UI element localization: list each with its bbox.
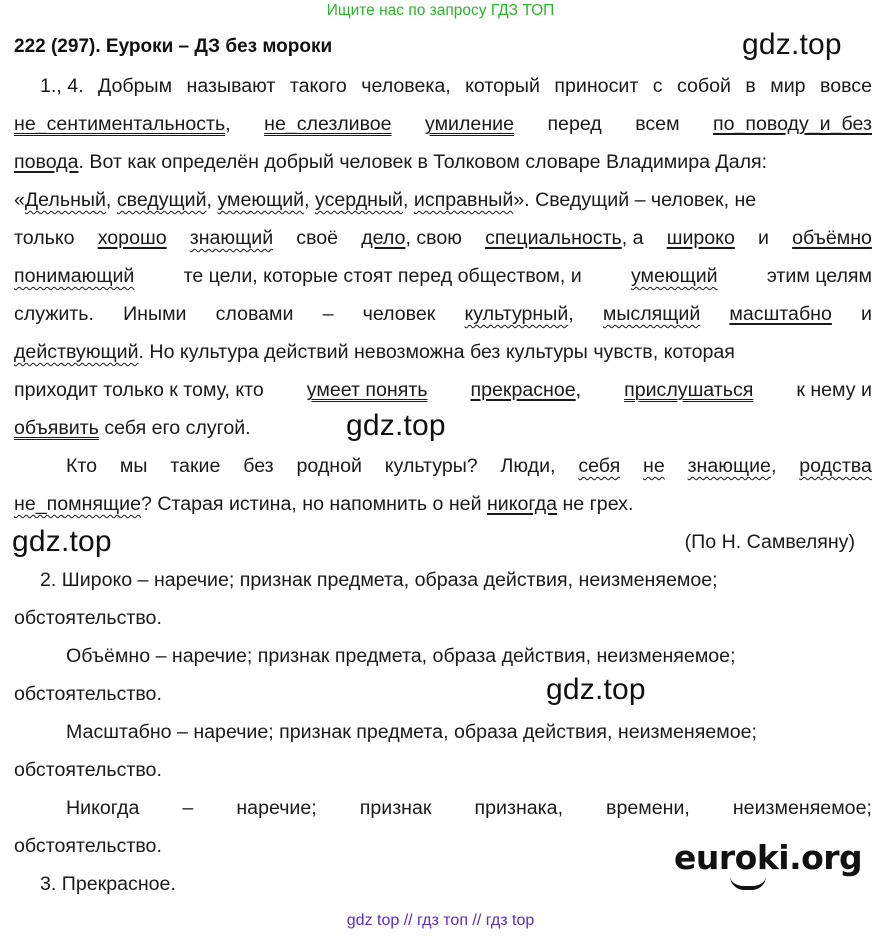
word-attribute: мыслящий — [602, 303, 701, 325]
word-object: специальность — [485, 227, 622, 249]
word: всем — [635, 113, 680, 135]
word: называют — [186, 75, 276, 97]
word: собой — [676, 75, 731, 97]
word-attribute: действующий — [14, 341, 139, 363]
phrase: те цели, которые стоят перед обществом, и — [183, 265, 582, 287]
word: времени, — [606, 797, 690, 819]
word-predicate: умеет понять — [306, 379, 428, 401]
answer-line: 3. Прекрасное. — [40, 873, 176, 895]
word-attribute: себя — [578, 455, 621, 477]
text-line — [14, 264, 872, 288]
phrase: Вот как определён добрый человек в Толковом словаре Владимира Даля: — [89, 151, 768, 173]
punct: , — [770, 455, 777, 477]
word: и — [861, 303, 872, 325]
phrase: себя его слугой. — [104, 417, 251, 439]
word-subject: умиление — [425, 113, 514, 135]
word-attribute: понимающий — [14, 265, 135, 287]
word-attribute: усердный — [315, 189, 403, 211]
word: такие — [170, 455, 221, 477]
word-attribute: умеющий — [630, 265, 718, 287]
word: в — [745, 75, 756, 97]
text-line — [14, 492, 872, 516]
word: – — [322, 303, 334, 325]
word: приносит — [554, 75, 639, 97]
phrase: . Но культура действий невозможна без культуры чувств, которая — [138, 341, 735, 363]
word-adverbial: масштабно — [729, 303, 832, 325]
phrase: приходит только к тому, кто — [14, 379, 264, 401]
euroki-logo: euroki.org — [674, 838, 863, 877]
word: с — [652, 75, 663, 97]
word: который — [465, 75, 540, 97]
search-banner: Ищите нас по запросу ГДЗ ТОП — [326, 2, 555, 19]
punct: . — [78, 151, 84, 173]
word: неизменяемое; — [732, 797, 872, 819]
punct: , — [568, 303, 574, 325]
word-adverbial: никогда — [486, 493, 558, 515]
phrase: этим целям — [766, 265, 872, 287]
word: , а — [621, 227, 644, 249]
watermark-top-right: gdz.top — [742, 28, 842, 61]
word-object: прекрасное — [470, 379, 576, 401]
punct: , — [105, 189, 112, 211]
word: мир — [770, 75, 806, 97]
word: служить. — [14, 303, 94, 325]
word: своё — [296, 227, 339, 249]
answer-line: обстоятельство. — [14, 759, 162, 781]
punct: , — [403, 189, 409, 211]
word-attribute: сведущий — [116, 189, 207, 211]
answer-line: обстоятельство. — [14, 835, 162, 857]
text-line — [14, 378, 872, 402]
phrase: к нему и — [796, 379, 872, 401]
word-attribute: умеющий — [217, 189, 305, 211]
word: наречие; — [236, 797, 317, 819]
word: Никогда — [66, 797, 140, 819]
word: Добрым — [98, 75, 173, 97]
punct: , — [304, 189, 310, 211]
word: Кто — [66, 455, 98, 477]
word-attribute: не_помнящие — [14, 493, 141, 515]
word: 1., 4. — [40, 75, 84, 97]
word: человек — [362, 303, 436, 325]
answer-line: обстоятельство. — [14, 607, 162, 629]
word-adverbial: по_поводу_и_без — [712, 113, 872, 135]
punct: « — [14, 189, 25, 211]
word-attribute: родства — [799, 455, 872, 477]
word: мы — [119, 455, 148, 477]
text-line — [66, 454, 872, 478]
text-line — [14, 416, 872, 440]
watermark-middle: gdz.top — [346, 409, 446, 442]
word-attribute: исправный — [413, 189, 514, 211]
word: Иными — [123, 303, 187, 325]
word-attribute: знающие — [687, 455, 771, 477]
word-adverbial: широко — [666, 227, 735, 249]
word-adverbial: объёмно — [792, 227, 872, 249]
word-attribute: знающий — [189, 227, 274, 249]
word-predicate: объявить — [14, 417, 99, 439]
word: такого — [289, 75, 347, 97]
word: человека, — [361, 75, 451, 97]
text-line — [14, 226, 872, 250]
word: перед — [547, 113, 602, 135]
watermark-left: gdz.top — [12, 525, 112, 558]
word: словами — [215, 303, 294, 325]
word: вовсе — [820, 75, 872, 97]
word: без — [243, 455, 274, 477]
punct: , — [575, 379, 582, 401]
text-line — [14, 112, 872, 136]
word: родной — [296, 455, 362, 477]
page-title: 222 (297). Еуроки – ДЗ без мороки — [14, 36, 333, 57]
word: и — [758, 227, 769, 249]
word: признака, — [474, 797, 564, 819]
punct: , — [225, 113, 231, 135]
answer-line: Масштабно – наречие; признак предмета, образа действия, неизменяемое; — [66, 721, 757, 743]
word-subject: не_слезливое — [264, 113, 392, 135]
answer-line: Объёмно – наречие; признак предмета, образа действия, неизменяемое; — [66, 645, 736, 667]
answer-line: 2. Широко – наречие; признак предмета, образа действия, неизменяемое; — [40, 569, 718, 591]
word: культуры? — [384, 455, 478, 477]
footer-links[interactable]: gdz top // гдз топ // гдз top — [346, 912, 535, 929]
word: , свою — [405, 227, 462, 249]
word-attribute: культурный — [464, 303, 569, 325]
text-line — [14, 188, 872, 212]
text-line — [14, 302, 872, 326]
word: Люди, — [500, 455, 556, 477]
text-line — [40, 74, 872, 98]
word: только — [14, 227, 75, 249]
word: признак — [359, 797, 432, 819]
text-line — [14, 340, 872, 364]
punct: , — [206, 189, 212, 211]
answer-line: обстоятельство. — [14, 683, 162, 705]
word-object: дело — [361, 227, 406, 249]
source-attribution: (По Н. Самвеляну) — [684, 531, 855, 553]
word-attribute: Дельный — [24, 189, 106, 211]
watermark-lower: gdz.top — [546, 673, 646, 706]
answer-line — [66, 796, 872, 820]
word-adverbial: хорошо — [97, 227, 167, 249]
text-line — [14, 150, 872, 174]
word-predicate: прислушаться — [624, 379, 754, 401]
phrase: ». Сведущий – человек, не — [513, 189, 757, 211]
word: – — [182, 797, 194, 819]
word-attribute: не — [643, 455, 665, 477]
word-subject: не_сентиментальность — [14, 113, 226, 135]
word-adverbial: повода — [14, 151, 79, 173]
phrase: не грех. — [562, 493, 634, 515]
phrase: ? Старая истина, но напомнить о ней — [141, 493, 482, 515]
